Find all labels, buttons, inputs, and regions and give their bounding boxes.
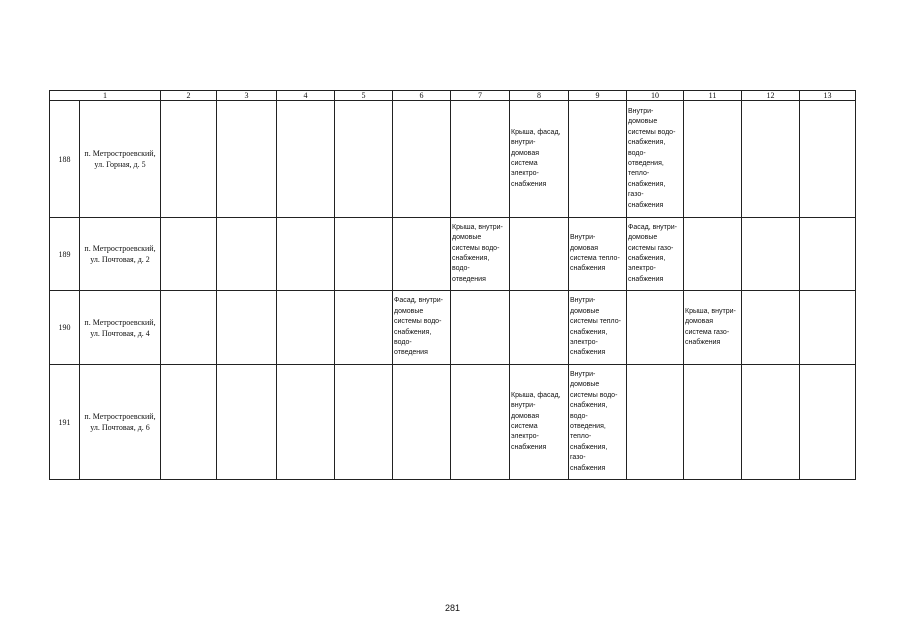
column-header-4: 4	[277, 91, 335, 101]
cell-col-12	[742, 218, 800, 291]
address-cell	[80, 101, 161, 218]
cell-col-7	[451, 365, 510, 480]
cell-text: Крыша, внутри- домовая система газо- снабжения	[685, 307, 736, 346]
cell-col-8	[510, 291, 569, 365]
cell-col-2	[161, 101, 217, 218]
table-row	[50, 291, 856, 365]
cell-col-5	[335, 218, 393, 291]
page-number: 281	[444, 603, 461, 613]
column-header-10: 10	[627, 91, 684, 101]
column-header-11: 11	[684, 91, 742, 101]
cell-col-6	[393, 101, 451, 218]
cell-col-10	[627, 365, 684, 480]
cell-col-10	[627, 291, 684, 365]
cell-text: Крыша, фасад, внутри- домовая система электро- снабжения	[511, 128, 561, 188]
cell-col-11	[684, 218, 742, 291]
column-header-5: 5	[335, 91, 393, 101]
column-header-9: 9	[569, 91, 627, 101]
cell-col-13	[800, 101, 856, 218]
cell-col-2	[161, 218, 217, 291]
cell-col-11	[684, 101, 742, 218]
cell-col-10	[627, 218, 684, 291]
cell-col-8	[510, 101, 569, 218]
column-header-13: 13	[800, 91, 856, 101]
cell-text: Крыша, внутри- домовые системы водо- снабжения, водо- отведения	[452, 223, 503, 283]
cell-col-12	[742, 365, 800, 480]
cell-col-4	[277, 365, 335, 480]
cell-col-13	[800, 218, 856, 291]
column-header-6: 6	[393, 91, 451, 101]
cell-col-3	[217, 291, 277, 365]
cell-text: Внутри- домовые системы водо- снабжения, водо- отведения, тепло- снабжения, газо- снабжения	[570, 370, 618, 472]
cell-col-3	[217, 365, 277, 480]
column-header-2: 2	[161, 91, 217, 101]
column-header-3: 3	[217, 91, 277, 101]
cell-col-7	[451, 291, 510, 365]
address-text: п. Метростроевский, ул. Почтовая, д. 4	[84, 317, 156, 338]
column-header-12: 12	[742, 91, 800, 101]
cell-text: Фасад, внутри- домовые системы газо- снабжения, электро- снабжения	[628, 223, 678, 283]
cell-text: Внутри- домовые системы водо- снабжения, водо- отведения, тепло- снабжения, газо- снабжения	[628, 107, 676, 209]
cell-col-11	[684, 365, 742, 480]
column-header-8: 8	[510, 91, 569, 101]
table-row	[50, 218, 856, 291]
cell-text: Внутри- домовая система тепло- снабжения	[570, 234, 620, 273]
address-cell	[80, 291, 161, 365]
address-text: п. Метростроевский, ул. Почтовая, д. 2	[84, 244, 156, 264]
cell-col-9	[569, 101, 627, 218]
cell-col-6	[393, 218, 451, 291]
cell-text: Фасад, внутри- домовые системы водо- снабжения, водо- отведения	[394, 297, 444, 357]
column-header-7: 7	[451, 91, 510, 101]
table-row	[50, 365, 856, 480]
cell-col-2	[161, 291, 217, 365]
row-number: 191	[50, 365, 80, 480]
cell-col-5	[335, 365, 393, 480]
address-cell	[80, 218, 161, 291]
cell-col-12	[742, 291, 800, 365]
cell-col-2	[161, 365, 217, 480]
cell-col-9	[569, 291, 627, 365]
cell-col-5	[335, 101, 393, 218]
cell-col-3	[217, 218, 277, 291]
repair-schedule-table	[49, 90, 856, 480]
cell-col-4	[277, 101, 335, 218]
cell-col-9	[569, 365, 627, 480]
header-row	[50, 91, 856, 101]
address-cell	[80, 365, 161, 480]
cell-text: Внутри- домовые системы тепло- снабжения, электро- снабжения	[570, 297, 621, 357]
row-number: 189	[50, 218, 80, 291]
row-number: 190	[50, 291, 80, 365]
cell-text: Крыша, фасад, внутри- домовая система электро- снабжения	[511, 391, 561, 451]
cell-col-6	[393, 291, 451, 365]
column-header-1: 1	[50, 91, 161, 101]
row-number: 188	[50, 101, 80, 218]
address-text: п. Метростроевский, ул. Почтовая, д. 6	[84, 412, 156, 432]
table-row	[50, 101, 856, 218]
cell-col-9	[569, 218, 627, 291]
cell-col-8	[510, 365, 569, 480]
cell-col-5	[335, 291, 393, 365]
cell-col-6	[393, 365, 451, 480]
cell-col-8	[510, 218, 569, 291]
cell-col-3	[217, 101, 277, 218]
cell-col-4	[277, 218, 335, 291]
cell-col-7	[451, 101, 510, 218]
cell-col-13	[800, 291, 856, 365]
cell-col-7	[451, 218, 510, 291]
cell-col-13	[800, 365, 856, 480]
address-text: п. Метростроевский, ул. Горная, д. 5	[84, 149, 156, 169]
cell-col-4	[277, 291, 335, 365]
cell-col-11	[684, 291, 742, 365]
cell-col-12	[742, 101, 800, 218]
cell-col-10	[627, 101, 684, 218]
